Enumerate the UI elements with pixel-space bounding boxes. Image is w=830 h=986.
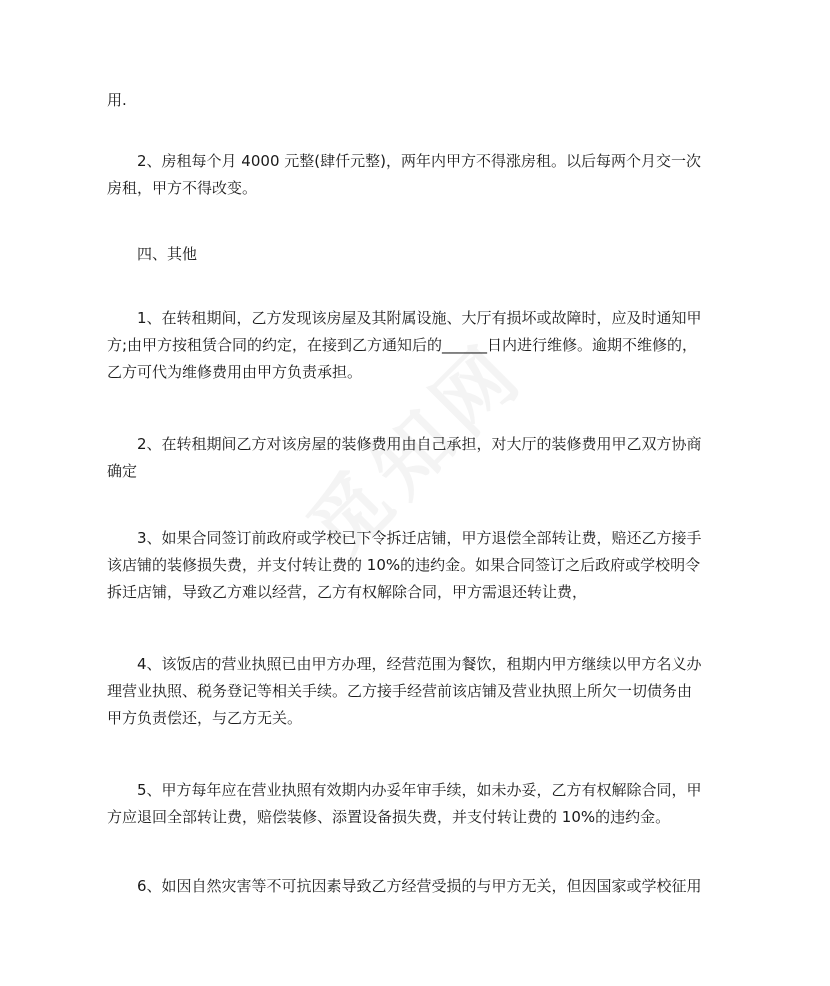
- paragraph-annual-review: [107, 777, 727, 831]
- text-line: 方;由甲方按租赁合同的约定，在接到乙方通知后的______日内进行维修。逾期不维修的，: [107, 336, 698, 354]
- text-line: 4、该饭店的营业执照已由甲方办理，经营范围为餐饮，租期内甲方继续以甲方名义办: [137, 655, 702, 673]
- text-line: 四、其他: [137, 245, 198, 263]
- text-line: 乙方可代为维修费用由甲方负责承担。: [107, 363, 363, 381]
- section-heading-other: [107, 241, 727, 268]
- text-line: 方应退回全部转让费，赔偿装修、添置设备损失费，并支付转让费的 10%的违约金。: [107, 808, 671, 826]
- text-line: 3、如果合同签订前政府或学校已下令拆迁店铺，甲方退偿全部转让费，赔还乙方接手: [137, 529, 702, 547]
- paragraph-decoration: [107, 431, 727, 485]
- paragraph-demolition: [107, 525, 727, 606]
- text-line: 2、房租每个月 4000 元整(肆仟元整)，两年内甲方不得涨房租。以后每两个月交一次: [137, 152, 701, 170]
- text-line: 2、在转租期间乙方对该房屋的装修费用由自己承担，对大厅的装修费用甲乙双方协商: [137, 435, 702, 453]
- text-line: 房租，甲方不得改变。: [107, 179, 258, 197]
- text-line: 拆迁店铺，导致乙方难以经营，乙方有权解除合同，甲方需退还转让费，: [107, 583, 588, 601]
- text-line: 确定: [107, 462, 138, 480]
- paragraph-license: [107, 651, 727, 732]
- text-line: 甲方负责偿还，与乙方无关。: [107, 709, 303, 727]
- paragraph-repair: [107, 305, 727, 386]
- text-line: 5、甲方每年应在营业执照有效期内办妥年审手续，如未办妥，乙方有权解除合同，甲: [137, 781, 702, 799]
- paragraph-rent: [107, 148, 727, 202]
- paragraph-continuation: [107, 87, 727, 114]
- text-line: 理营业执照、税务登记等相关手续。乙方接手经营前该店铺及营业执照上所欠一切债务由: [107, 682, 693, 700]
- paragraph-force-majeure: [107, 873, 727, 900]
- text-line: 用.: [107, 91, 127, 109]
- text-line: 该店铺的装修损失费，并支付转让费的 10%的违约金。如果合同签订之后政府或学校明令: [107, 556, 701, 574]
- text-line: 1、在转租期间，乙方发现该房屋及其附属设施、大厅有损坏或故障时，应及时通知甲: [137, 309, 702, 327]
- text-line: 6、如因自然灾害等不可抗因素导致乙方经营受损的与甲方无关，但因国家或学校征用: [137, 877, 702, 895]
